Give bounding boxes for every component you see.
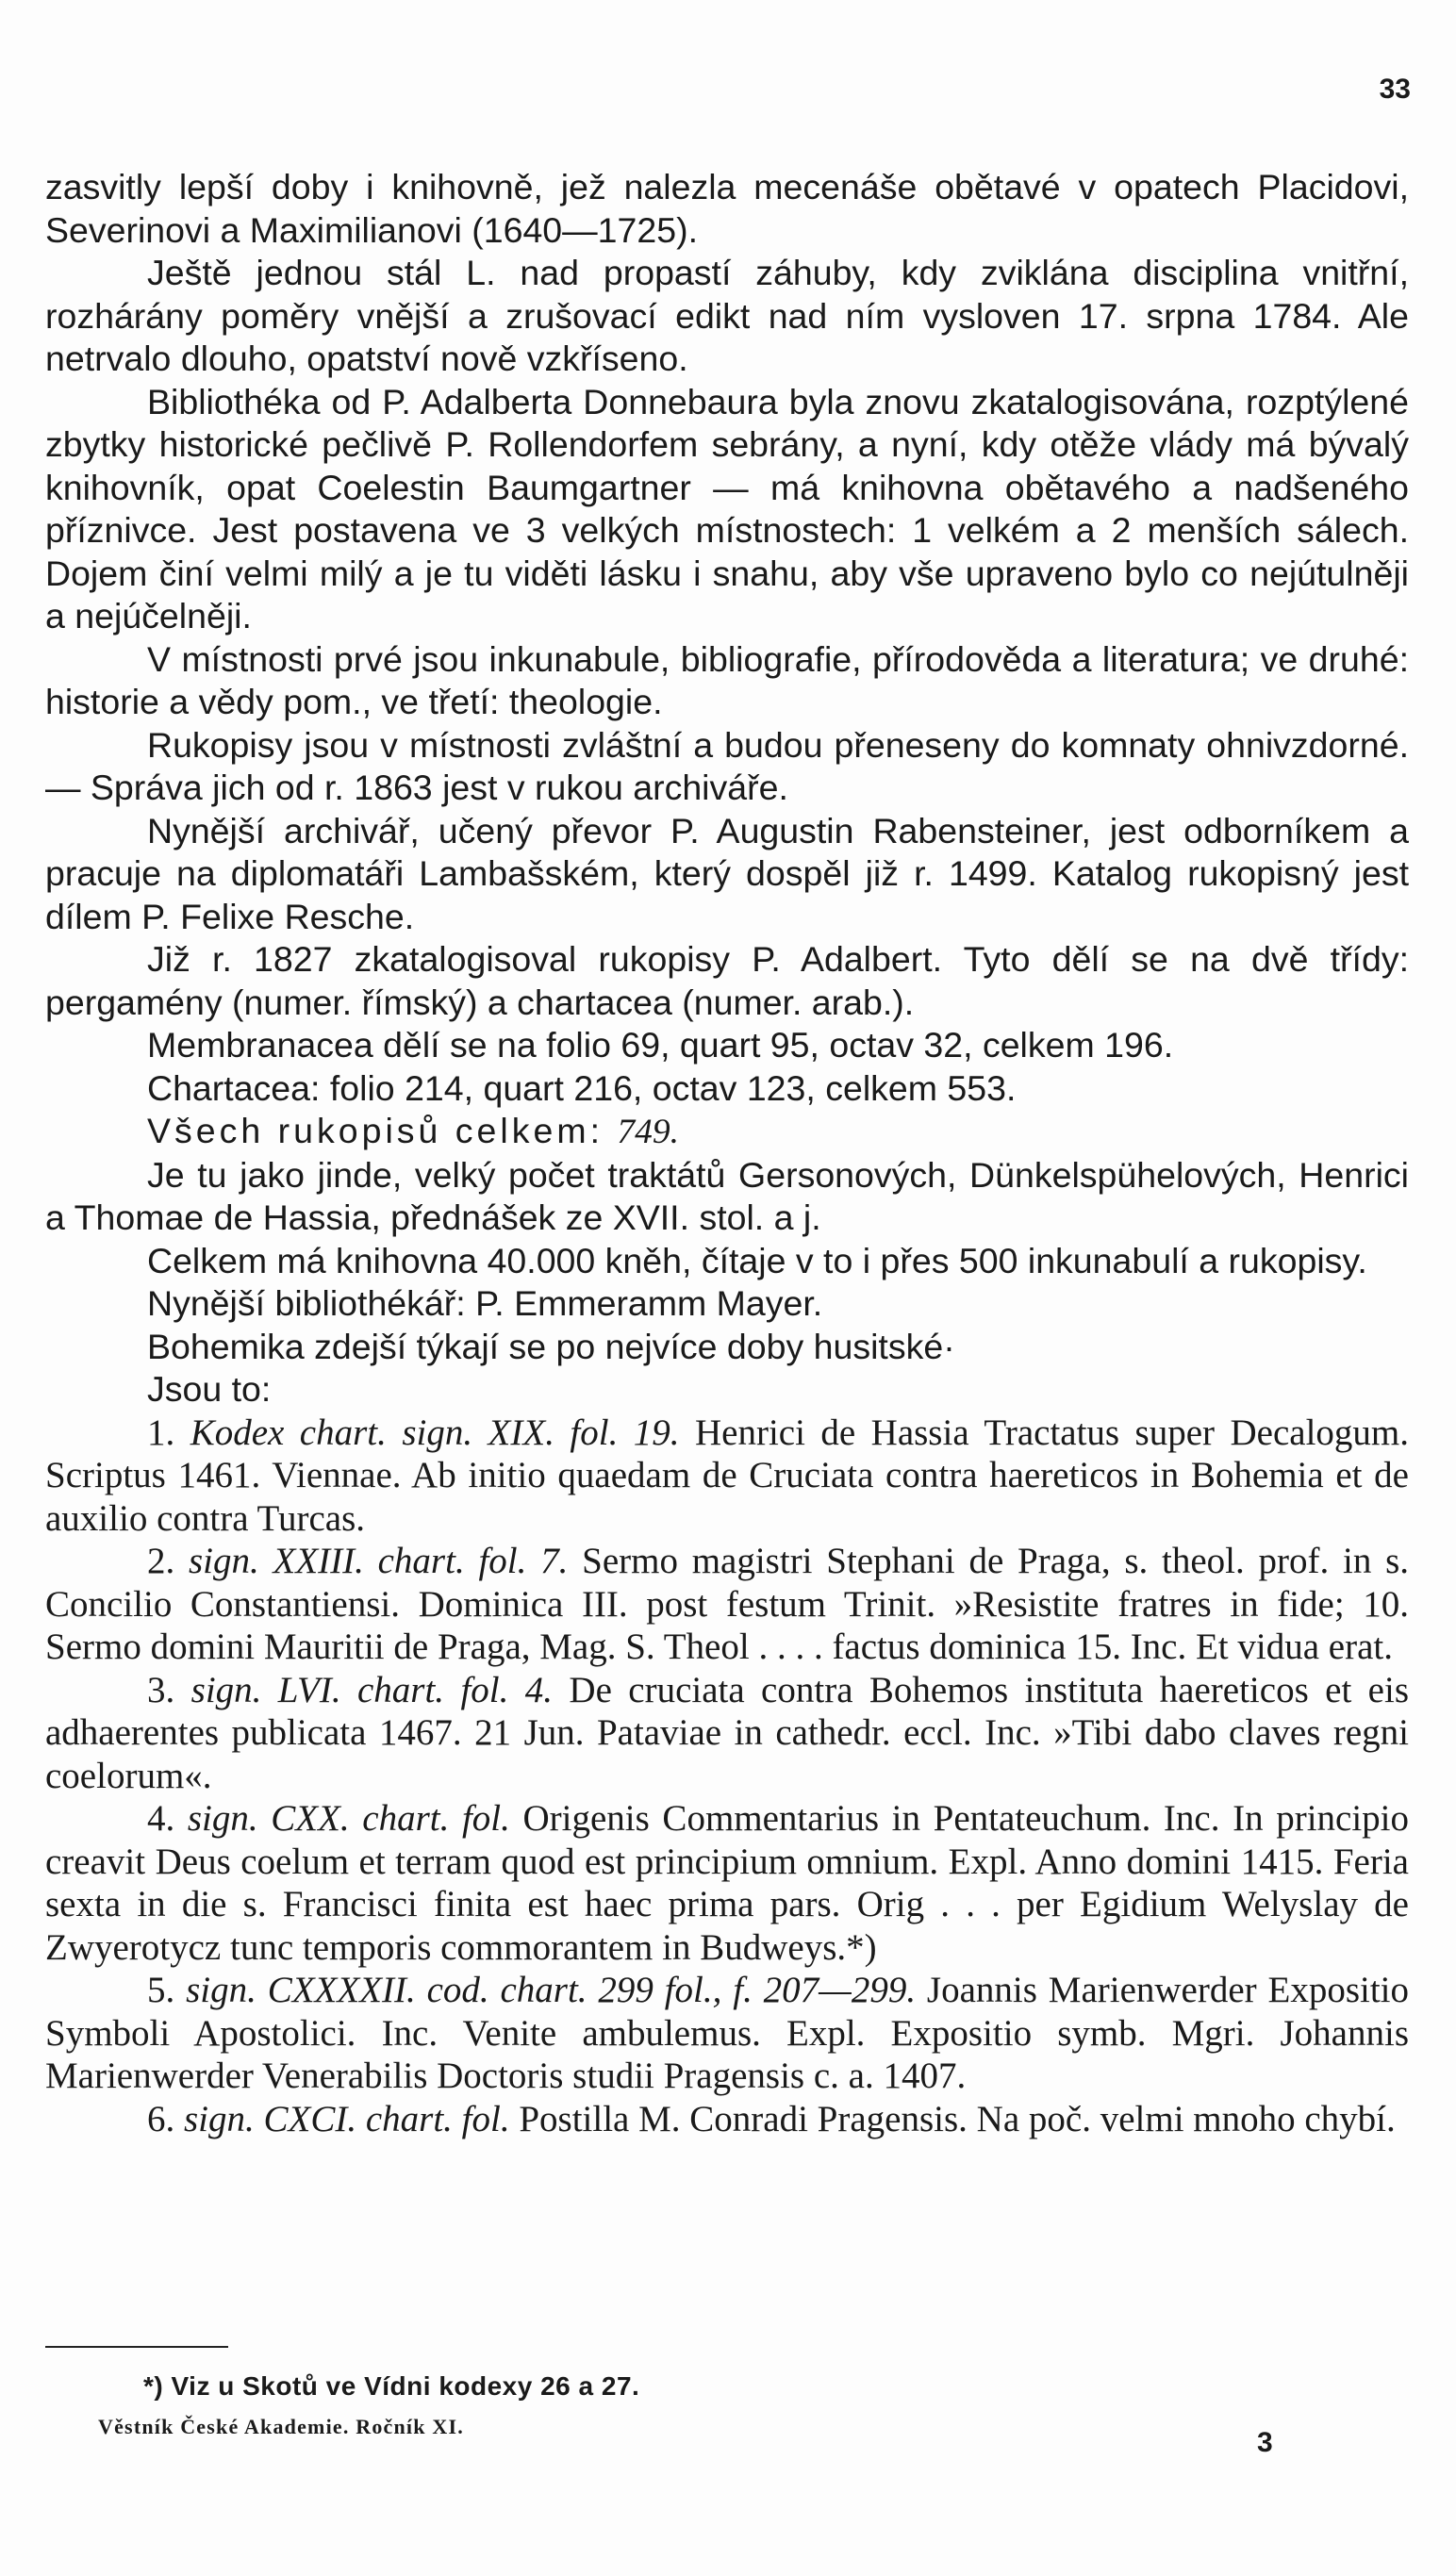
text-run: 1.: [147, 1412, 190, 1453]
journal-signature: Věstník České Akademie. Ročník XI.: [98, 2415, 464, 2438]
paragraph: [45, 1669, 1409, 1798]
text-run: Již r. 1827 zkatalogisoval rukopisy P. Adalbert. Tyto dělí se na dvě třídy: pergamény (numer. římský) a chartacea (numer. arab.).: [45, 939, 1409, 1022]
paragraph: [45, 1282, 1409, 1326]
paragraph: [45, 252, 1409, 381]
text-run: Bohemika zdejší týkají se po nejvíce doby husitské·: [147, 1326, 955, 1366]
paragraph: [45, 1326, 1409, 1369]
text-run: Nynější archivář, učený převor P. Augustin Rabensteiner, jest odborníkem a pracuje na diplomatáři Lambašském, který dospěl již r. 1499. Katalog rukopisný jest dílem P. Felixe Resche.: [45, 810, 1409, 936]
paragraph: [45, 1154, 1409, 1240]
text-run: Ještě jednou stál L. nad propastí záhuby, kdy zviklána disciplina vnitřní, rozhárány poměry vnější a zrušovací edikt nad ním vysloven 17. srpna 1784. Ale netrvalo dlouho, opatství nově vzkříseno.: [45, 253, 1409, 378]
text-run: Chartacea: folio 214, quart 216, octav 123, celkem 553.: [147, 1067, 1017, 1108]
text-run: V místnosti prvé jsou inkunabule, bibliografie, přírodověda a literatura; ve druhé: historie a vědy pom., ve třetí: theologie.: [45, 638, 1409, 721]
text-run: zasvitly lepší doby i knihovně, jež nalezla mecenáše obětavé v opatech Placidovi, Severinovi a Maximilianovi (1640—1725).: [45, 167, 1409, 250]
text-run: 4.: [147, 1798, 188, 1839]
manuscript-signature: sign. CXXXXII. cod. chart. 299 fol., f. 207—299.: [186, 1970, 917, 2010]
page-number: 33: [1379, 74, 1411, 105]
manuscript-signature: Kodex chart. sign. XIX. fol. 19.: [190, 1412, 680, 1453]
text-run: 5.: [147, 1970, 187, 2010]
sheet-signature-mark: 3: [1257, 2427, 1273, 2458]
text-run: Membranacea dělí se na folio 69, quart 95, octav 32, celkem 196.: [147, 1025, 1174, 1065]
paragraph: [45, 1067, 1409, 1111]
paragraph: [45, 1797, 1409, 1969]
paragraph: [45, 810, 1409, 939]
paragraph: [45, 1412, 1409, 1541]
paragraph: [45, 2098, 1409, 2141]
paragraph: [45, 1969, 1409, 2098]
paragraph: [45, 1368, 1409, 1412]
paragraph: [45, 1240, 1409, 1283]
text-run: 6.: [147, 2098, 184, 2139]
text-run: Jsou to:: [147, 1369, 272, 1409]
paragraph: [45, 1110, 1409, 1154]
text-run: 3.: [147, 1669, 191, 1710]
manuscript-signature: sign. XXIII. chart. fol. 7.: [189, 1541, 569, 1581]
text-run: Je tu jako jinde, velký počet traktátů Gersonových, Dünkelspühelových, Henrici a Thomae de Hassia, přednášek ze XVII. stol. a j.: [45, 1154, 1409, 1237]
footnote-rule: [45, 2346, 228, 2348]
text-run: Bibliothéka od P. Adalberta Donnebaura byla znovu zkatalogisována, rozptýlené zbytky historické pečlivě P. Rollendorfem sebrány, a nyní, kdy otěže vlády má bývalý knihovník, opat Coelestin Baumgartner — má knihovna obětavého a nadšeného příznivce. Jest postavena ve 3 velkých místnostech: 1 velkém a 2 menších sálech. Dojem činí velmi milý a je tu viděti lásku i snahu, aby vše upraveno bylo co nejútulněji a nejúčelněji.: [45, 381, 1409, 636]
text-run: De cruciata contra Bohemos instituta haereticos et eis adhaerentes publicata 1467. 21 Jun. Pataviae in cathedr. eccl. Inc. »Tibi dabo claves regni coelorum«.: [45, 1669, 1409, 1796]
text-run: Joannis Marienwerder Expositio Symboli Apostolici. Inc. Venite ambulemus. Expl. Expositio symb. Mgri. Johannis Marienwerder Venerabilis Doctoris studii Pragensis c. a. 1407.: [45, 1970, 1410, 2096]
paragraph: [45, 381, 1409, 638]
manuscript-signature: 749.: [617, 1113, 680, 1151]
text-run: Origenis Commentarius in Pentateuchum. Inc. In principio creavit Deus coelum et terram quod est principium omnium. Expl. Anno domini 1415. Feria sexta in die s. Francisci finita est haec prima pars. Orig . . . per Egidium Welyslay de Zwyerotycz tunc temporis commorantem in Budweys.*): [45, 1798, 1410, 1968]
manuscript-signature: sign. CXCI. chart. fol.: [184, 2098, 510, 2139]
paragraph: [45, 1024, 1409, 1067]
body-text: [45, 166, 1409, 2140]
text-run: Všech rukopisů celkem:: [147, 1111, 618, 1150]
paragraph: [45, 638, 1409, 724]
manuscript-signature: sign. CXX. chart. fol.: [187, 1798, 510, 1839]
paragraph: [45, 724, 1409, 810]
text-run: Rukopisy jsou v místnosti zvláštní a budou přeneseny do komnaty ohnivzdorné. — Správa jich od r. 1863 jest v rukou archiváře.: [45, 724, 1409, 807]
text-run: Celkem má knihovna 40.000 kněh, čítaje v to i přes 500 inkunabulí a rukopisy.: [147, 1240, 1367, 1280]
text-run: Nynější bibliothékář: P. Emmeramm Mayer.: [147, 1283, 823, 1323]
manuscript-signature: sign. LVI. chart. fol. 4.: [190, 1669, 554, 1710]
footnote: *) Viz u Skotů ve Vídni kodexy 26 a 27.: [143, 2371, 640, 2401]
text-run: Henrici de Hassia Tractatus super Decalogum. Scriptus 1461. Viennae. Ab initio quaedam de Cruciata contra haereticos in Bohemia et de auxilio contra Turcas.: [45, 1412, 1410, 1539]
paragraph: [45, 166, 1409, 252]
paragraph: [45, 938, 1409, 1024]
text-run: 2.: [147, 1541, 189, 1581]
text-run: Postilla M. Conradi Pragensis. Na poč. velmi mnoho chybí.: [509, 2098, 1396, 2139]
text-run: Sermo magistri Stephani de Praga, s. theol. prof. in s. Concilio Constantiensi. Dominica III. post festum Trinit. »Resistite fratres in fide; 10. Sermo domini Mauritii de Praga, Mag. S. Theol . . . . factus dominica 15. Inc. Et vidua erat.: [45, 1541, 1409, 1667]
paragraph: [45, 1540, 1409, 1669]
